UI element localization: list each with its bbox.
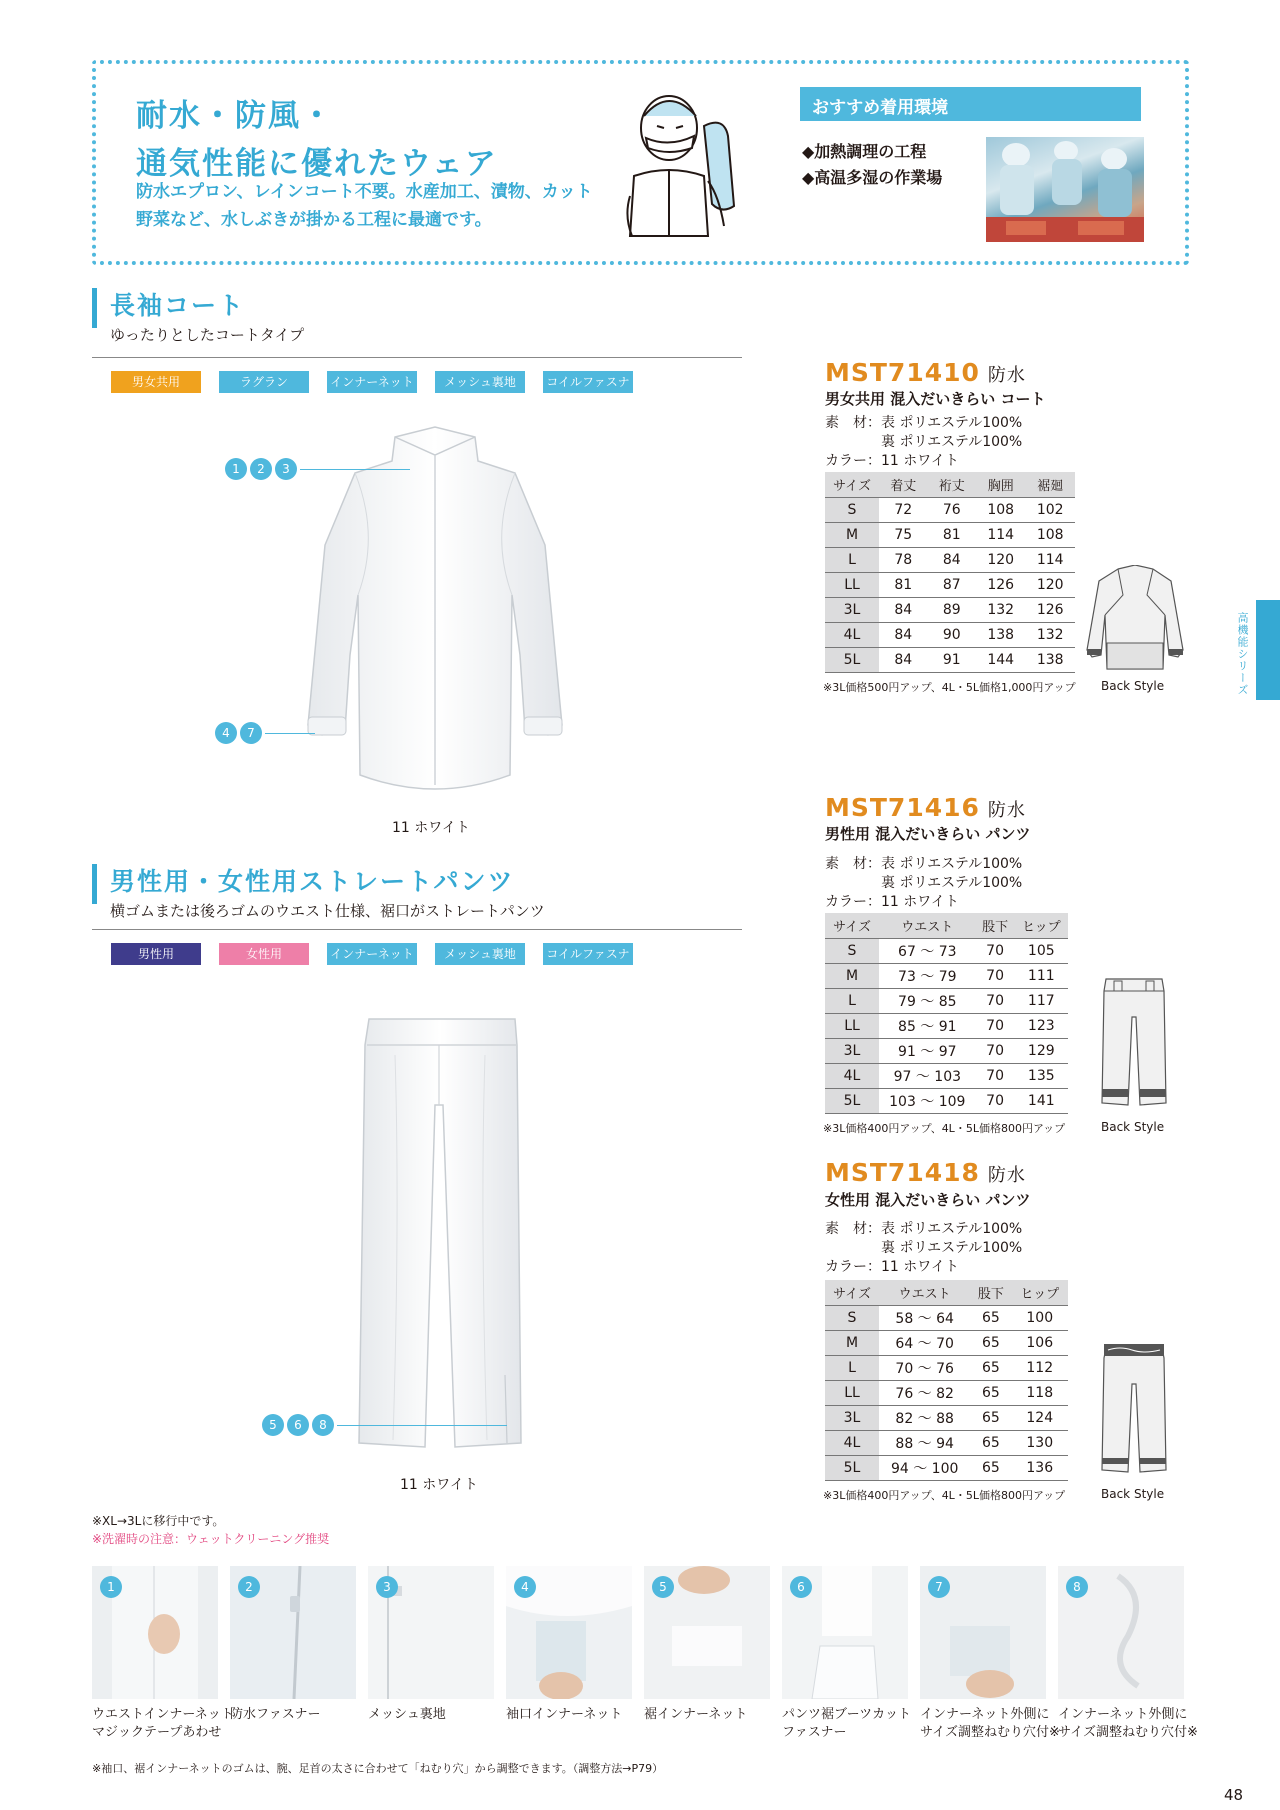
- detail-photo: [506, 1566, 632, 1699]
- table-row: LL 76 ～ 82 65 118: [825, 1380, 1068, 1405]
- table-header: 股下: [976, 913, 1015, 938]
- callout-numbers: [215, 722, 262, 744]
- detail-caption: メッシュ裏地: [368, 1707, 446, 1722]
- callout-line: [300, 469, 410, 470]
- size-table: [825, 472, 1075, 673]
- callout-number: 4: [215, 722, 237, 744]
- table-header: サイズ: [825, 472, 879, 497]
- table-header: ヒップ: [1012, 1280, 1068, 1305]
- table-row: 5L 84 91 144 138: [825, 647, 1075, 672]
- table-row: L 70 ～ 76 65 112: [825, 1355, 1068, 1380]
- callout-line: [265, 733, 315, 734]
- detail-photo: [1058, 1566, 1184, 1699]
- detail-number: 8: [1066, 1576, 1088, 1598]
- product-name: 女性用 混入だいきらい パンツ: [825, 1191, 1031, 1209]
- material-outer: 素 材：表 ポリエステル100%: [825, 856, 1023, 872]
- feature-banner: [92, 60, 1189, 265]
- table-row: L 78 84 120 114: [825, 547, 1075, 572]
- callout-number: 3: [275, 458, 297, 480]
- callout-number: 7: [240, 722, 262, 744]
- table-row: M 64 ～ 70 65 106: [825, 1330, 1068, 1355]
- section-divider: [92, 357, 742, 358]
- product-model-number: MST71418 防水: [825, 1158, 1026, 1187]
- table-row: 3L 91 ～ 97 70 129: [825, 1038, 1068, 1063]
- callout-number: 8: [312, 1414, 334, 1436]
- callout-number: 1: [225, 458, 247, 480]
- table-row: M 73 ～ 79 70 111: [825, 963, 1068, 988]
- pants-back-style-image: [1100, 977, 1168, 1107]
- callout-line: [337, 1425, 507, 1426]
- price-note: ※3L価格400円アップ、4L・5L価格800円アップ: [823, 1122, 1066, 1135]
- detail-number: 1: [100, 1576, 122, 1598]
- table-row: 3L 84 89 132 126: [825, 597, 1075, 622]
- table-row: LL 85 ～ 91 70 123: [825, 1013, 1068, 1038]
- series-side-label: 高機能シリーズ: [1236, 612, 1249, 696]
- detail-caption: インナーネット外側に サイズ調整ねむり穴付※: [1058, 1707, 1198, 1740]
- back-style-label: Back Style: [1101, 1487, 1165, 1501]
- coat-color-caption: 11 ホワイト: [392, 820, 470, 836]
- color-spec: カラー：11 ホワイト: [825, 453, 959, 469]
- detail-caption: インナーネット外側に サイズ調整ねむり穴付※: [920, 1707, 1060, 1740]
- coat-section-title: 長袖コート: [110, 291, 246, 320]
- back-style-label: Back Style: [1101, 679, 1165, 693]
- pants-section-subtitle: 横ゴムまたは後ろゴムのウエスト仕様、裾口がストレートパンツ: [110, 902, 545, 920]
- worker-illustration: [624, 86, 749, 246]
- detail-number: 6: [790, 1576, 812, 1598]
- pants-product-image: [355, 1015, 525, 1455]
- detail-photo: [920, 1566, 1046, 1699]
- banner-title: 耐水・防風・ 通気性能に優れたウェア: [136, 98, 498, 182]
- feature-tag: インナーネット: [327, 943, 417, 965]
- detail-number: 3: [376, 1576, 398, 1598]
- detail-caption: ウエストインナーネット マジックテープあわせ: [92, 1707, 234, 1740]
- detail-photo: [782, 1566, 908, 1699]
- detail-photo: [368, 1566, 494, 1699]
- size-table: [825, 1280, 1068, 1481]
- coat-section-subtitle: ゆったりとしたコートタイプ: [110, 326, 305, 344]
- detail-number: 2: [238, 1576, 260, 1598]
- table-row: M 75 81 114 108: [825, 522, 1075, 547]
- series-side-tab: [1256, 600, 1280, 700]
- recommended-environment-header: おすすめ着用環境: [800, 87, 1141, 121]
- table-header: 裄丈: [927, 472, 975, 497]
- table-row: S 72 76 108 102: [825, 497, 1075, 522]
- feature-tag: 男女共用: [111, 371, 201, 393]
- feature-tag: 女性用: [219, 943, 309, 965]
- feature-tag: インナーネット: [327, 371, 417, 393]
- product-model-number: MST71416 防水: [825, 793, 1026, 822]
- detail-caption: 袖口インナーネット: [506, 1707, 623, 1722]
- detail-caption: 防水ファスナー: [230, 1707, 321, 1722]
- table-row: 5L 103 ～ 109 70 141: [825, 1088, 1068, 1113]
- table-row: S 58 ～ 64 65 100: [825, 1305, 1068, 1330]
- material-inner: 裏 ポリエステル100%: [825, 1240, 1023, 1256]
- callout-number: 6: [287, 1414, 309, 1436]
- pants-section-title: 男性用・女性用ストレートパンツ: [110, 867, 515, 896]
- table-row: 3L 82 ～ 88 65 124: [825, 1405, 1068, 1430]
- washing-note: ※洗濯時の注意：ウェットクリーニング推奨: [92, 1532, 330, 1546]
- page-number: 48: [1224, 1786, 1244, 1804]
- pants-color-caption: 11 ホワイト: [400, 1477, 478, 1493]
- detail-number: 7: [928, 1576, 950, 1598]
- feature-tag: メッシュ裏地: [435, 371, 525, 393]
- table-row: 5L 94 ～ 100 65 136: [825, 1455, 1068, 1480]
- environment-item: ◆高温多湿の作業場: [802, 168, 943, 187]
- size-table: [825, 913, 1068, 1114]
- table-header: ウエスト: [879, 913, 976, 938]
- product-name: 男女共用 混入だいきらい コート: [825, 390, 1046, 408]
- coat-product-image: [300, 425, 570, 800]
- detail-caption: 裾インナーネット: [644, 1707, 748, 1722]
- table-row: L 79 ～ 85 70 117: [825, 988, 1068, 1013]
- table-row: 4L 88 ～ 94 65 130: [825, 1430, 1068, 1455]
- detail-photo: [92, 1566, 218, 1699]
- table-header: ウエスト: [879, 1280, 970, 1305]
- feature-tag: メッシュ裏地: [435, 943, 525, 965]
- back-style-label: Back Style: [1101, 1120, 1165, 1134]
- detail-number: 5: [652, 1576, 674, 1598]
- feature-tag: コイルファスナー: [543, 943, 633, 965]
- banner-description: 防水エプロン、レインコート不要。水産加工、漬物、カット 野菜など、水しぶきが掛かる工程に最適です。: [136, 182, 593, 230]
- product-name: 男性用 混入だいきらい パンツ: [825, 825, 1031, 843]
- price-note: ※3L価格400円アップ、4L・5L価格800円アップ: [823, 1489, 1066, 1502]
- table-header: 胸囲: [976, 472, 1026, 497]
- detail-photo: [230, 1566, 356, 1699]
- adjustment-note: ※袖口、裾インナーネットのゴムは、腕、足首の太さに合わせて「ねむり穴」から調整できます。（調整方法→P79）: [92, 1762, 664, 1775]
- table-row: 4L 84 90 138 132: [825, 622, 1075, 647]
- table-row: 4L 97 ～ 103 70 135: [825, 1063, 1068, 1088]
- detail-photo: [644, 1566, 770, 1699]
- material-outer: 素 材：表 ポリエステル100%: [825, 415, 1023, 431]
- section-accent-bar: [92, 864, 97, 904]
- coat-back-style-image: [1083, 565, 1188, 673]
- section-divider: [92, 929, 742, 930]
- table-header: ヒップ: [1015, 913, 1068, 938]
- price-note: ※3L価格500円アップ、4L・5L価格1,000円アップ: [823, 681, 1076, 694]
- material-outer: 素 材：表 ポリエステル100%: [825, 1221, 1023, 1237]
- table-header: サイズ: [825, 913, 879, 938]
- feature-tag: ラグラン: [219, 371, 309, 393]
- table-header: 裾廻: [1025, 472, 1075, 497]
- callout-numbers: [262, 1414, 334, 1436]
- callout-number: 2: [250, 458, 272, 480]
- feature-tag: 男性用: [111, 943, 201, 965]
- color-spec: カラー：11 ホワイト: [825, 1259, 959, 1275]
- callout-numbers: [225, 458, 297, 480]
- pants-back-style-image: [1100, 1342, 1168, 1474]
- table-header: サイズ: [825, 1280, 879, 1305]
- material-inner: 裏 ポリエステル100%: [825, 434, 1023, 450]
- detail-number: 4: [514, 1576, 536, 1598]
- color-spec: カラー：11 ホワイト: [825, 894, 959, 910]
- size-transition-note: ※XL→3Lに移行中です。: [92, 1514, 225, 1528]
- material-inner: 裏 ポリエステル100%: [825, 875, 1023, 891]
- work-environment-photo: [986, 137, 1144, 242]
- table-header: 股下: [970, 1280, 1011, 1305]
- feature-tag: コイルファスナー: [543, 371, 633, 393]
- section-accent-bar: [92, 288, 97, 328]
- table-row: S 67 ～ 73 70 105: [825, 938, 1068, 963]
- environment-item: ◆加熱調理の工程: [802, 142, 927, 161]
- product-model-number: MST71410 防水: [825, 358, 1026, 387]
- table-header: 着丈: [879, 472, 927, 497]
- callout-number: 5: [262, 1414, 284, 1436]
- detail-caption: パンツ裾ブーツカット ファスナー: [782, 1707, 911, 1740]
- table-row: LL 81 87 126 120: [825, 572, 1075, 597]
